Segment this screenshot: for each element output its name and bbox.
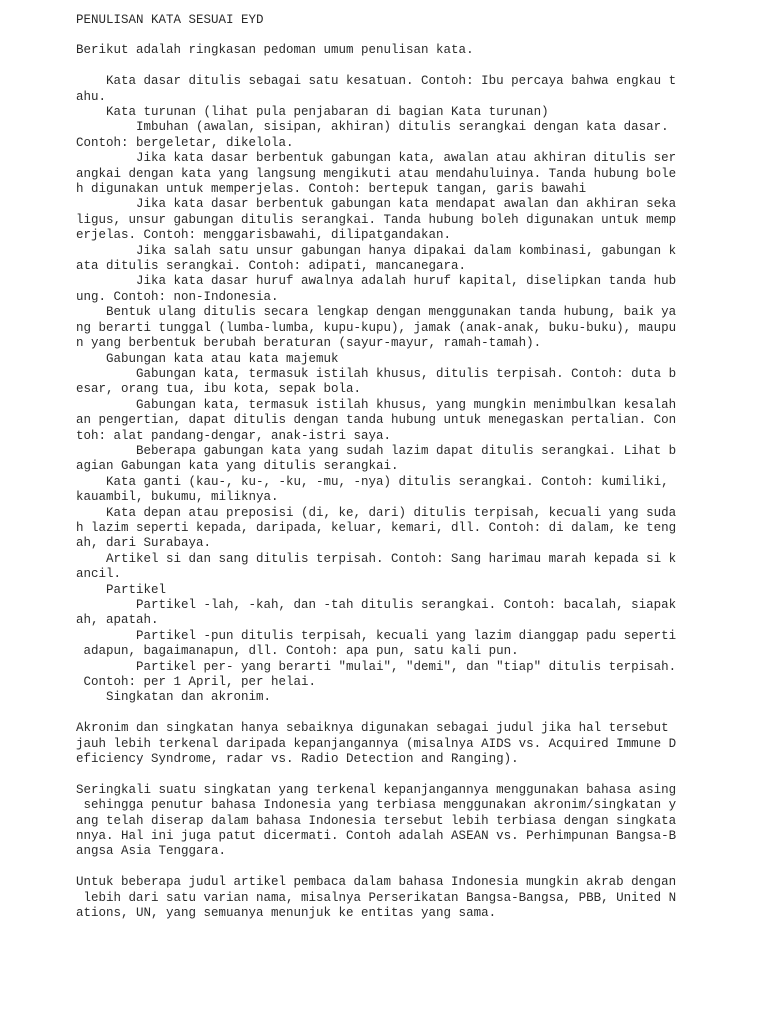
text-line: n yang berbentuk berubah beraturan (sayur-mayur, ramah-tamah). bbox=[76, 336, 542, 351]
text-line: agian Gabungan kata yang ditulis serangkai. bbox=[76, 459, 399, 474]
spacer bbox=[76, 706, 748, 721]
spacer bbox=[76, 59, 748, 74]
text-line: nnya. Hal ini juga patut dicermati. Contoh adalah ASEAN vs. Perhimpunan Bangsa-B bbox=[76, 829, 677, 844]
paragraph-name-variants bbox=[76, 875, 748, 921]
text-line: Contoh: bergeletar, dikelola. bbox=[76, 135, 294, 150]
text-line: Jika kata dasar berbentuk gabungan kata mendapat awalan dan akhiran seka bbox=[76, 197, 677, 212]
text-line: ancil. bbox=[76, 567, 122, 582]
text-line: Gabungan kata atau kata majemuk bbox=[76, 351, 339, 366]
text-line: Partikel bbox=[76, 582, 167, 597]
text-line: sehingga penutur bahasa Indonesia yang terbiasa menggunakan akronim/singkatan y bbox=[76, 798, 677, 813]
text-line: Seringkali suatu singkatan yang terkenal kepanjangannya menggunakan bahasa asing bbox=[76, 782, 677, 797]
text-line: jauh lebih terkenal daripada kepanjangannya (misalnya AIDS vs. Acquired Immune D bbox=[76, 736, 677, 751]
text-line: erjelas. Contoh: menggarisbawahi, dilipatgandakan. bbox=[76, 228, 452, 243]
text-line: Kata depan atau preposisi (di, ke, dari) ditulis terpisah, kecuali yang suda bbox=[76, 505, 677, 520]
paragraph-foreign-abbreviations bbox=[76, 783, 748, 860]
text-line: Kata turunan (lihat pula penjabaran di bagian Kata turunan) bbox=[76, 105, 549, 120]
paragraph-acronym-usage bbox=[76, 721, 748, 767]
text-line: esar, orang tua, ibu kota, sepak bola. bbox=[76, 382, 362, 397]
text-line: lebih dari satu varian nama, misalnya Perserikatan Bangsa-Bangsa, PBB, United N bbox=[76, 890, 677, 905]
text-line: ang telah diserap dalam bahasa Indonesia tersebut lebih terbiasa dengan singkata bbox=[76, 813, 677, 828]
text-line: Artikel si dan sang ditulis terpisah. Contoh: Sang harimau marah kepada si k bbox=[76, 551, 677, 566]
document-title: PENULISAN KATA SESUAI EYD bbox=[76, 13, 264, 27]
spacer bbox=[76, 860, 748, 875]
text-line: ung. Contoh: non-Indonesia. bbox=[76, 289, 279, 304]
text-line: ah, apatah. bbox=[76, 613, 159, 628]
text-line: Jika kata dasar berbentuk gabungan kata, awalan atau akhiran ditulis ser bbox=[76, 151, 677, 166]
text-line: ahu. bbox=[76, 89, 107, 104]
text-line: angkai dengan kata yang langsung mengikuti atau mendahuluinya. Tanda hubung bole bbox=[76, 166, 677, 181]
text-line: Singkatan dan akronim. bbox=[76, 690, 272, 705]
text-line: Bentuk ulang ditulis secara lengkap dengan menggunakan tanda hubung, baik ya bbox=[76, 305, 677, 320]
text-line: an pengertian, dapat ditulis dengan tanda hubung untuk menegaskan pertalian. Con bbox=[76, 413, 677, 428]
text-line: h lazim seperti kepada, daripada, keluar, kemari, dll. Contoh: di dalam, ke teng bbox=[76, 520, 677, 535]
text-line: Partikel -lah, -kah, dan -tah ditulis serangkai. Contoh: bacalah, siapak bbox=[76, 598, 677, 613]
text-line: ng berarti tunggal (lumba-lumba, kupu-kupu), jamak (anak-anak, buku-buku), maupu bbox=[76, 320, 677, 335]
text-line: eficiency Syndrome, radar vs. Radio Detection and Ranging). bbox=[76, 752, 519, 767]
text-line: adapun, bagaimanapun, dll. Contoh: apa pun, satu kali pun. bbox=[76, 644, 519, 659]
text-line: ah, dari Surabaya. bbox=[76, 536, 212, 551]
text-line: ligus, unsur gabungan ditulis serangkai. Tanda hubung boleh digunakan untuk memp bbox=[76, 212, 677, 227]
text-line: Kata dasar ditulis sebagai satu kesatuan. Contoh: Ibu percaya bahwa engkau t bbox=[76, 74, 677, 89]
text-line: Akronim dan singkatan hanya sebaiknya digunakan sebagai judul jika hal tersebut bbox=[76, 721, 669, 736]
text-line: ata ditulis serangkai. Contoh: adipati, mancanegara. bbox=[76, 259, 467, 274]
text-line: Partikel per- yang berarti "mulai", "demi", dan "tiap" ditulis terpisah. bbox=[76, 659, 677, 674]
text-line: Partikel -pun ditulis terpisah, kecuali yang lazim dianggap padu seperti bbox=[76, 628, 677, 643]
intro-text: Berikut adalah ringkasan pedoman umum penulisan kata. bbox=[76, 43, 474, 58]
text-line: kauambil, bukumu, miliknya. bbox=[76, 490, 279, 505]
spacer bbox=[76, 767, 748, 782]
text-line: Imbuhan (awalan, sisipan, akhiran) ditulis serangkai dengan kata dasar. bbox=[76, 120, 669, 135]
text-line: Gabungan kata, termasuk istilah khusus, yang mungkin menimbulkan kesalah bbox=[76, 397, 677, 412]
text-line: Untuk beberapa judul artikel pembaca dalam bahasa Indonesia mungkin akrab dengan bbox=[76, 875, 677, 890]
text-line: h digunakan untuk memperjelas. Contoh: bertepuk tangan, garis bawahi bbox=[76, 182, 587, 197]
text-line: Kata ganti (kau-, ku-, -ku, -mu, -nya) ditulis serangkai. Contoh: kumiliki, bbox=[76, 474, 669, 489]
text-line: toh: alat pandang-dengar, anak-istri saya. bbox=[76, 428, 392, 443]
text-line: Gabungan kata, termasuk istilah khusus, ditulis terpisah. Contoh: duta b bbox=[76, 366, 677, 381]
guideline-list bbox=[76, 74, 748, 706]
text-line: Jika kata dasar huruf awalnya adalah huruf kapital, diselipkan tanda hub bbox=[76, 274, 677, 289]
text-line: Jika salah satu unsur gabungan hanya dipakai dalam kombinasi, gabungan k bbox=[76, 243, 677, 258]
text-line: Beberapa gabungan kata yang sudah lazim dapat ditulis serangkai. Lihat b bbox=[76, 443, 677, 458]
text-line: ations, UN, yang semuanya menunjuk ke entitas yang sama. bbox=[76, 906, 497, 921]
text-line: Contoh: per 1 April, per helai. bbox=[76, 675, 317, 690]
text-line: angsa Asia Tenggara. bbox=[76, 844, 227, 859]
